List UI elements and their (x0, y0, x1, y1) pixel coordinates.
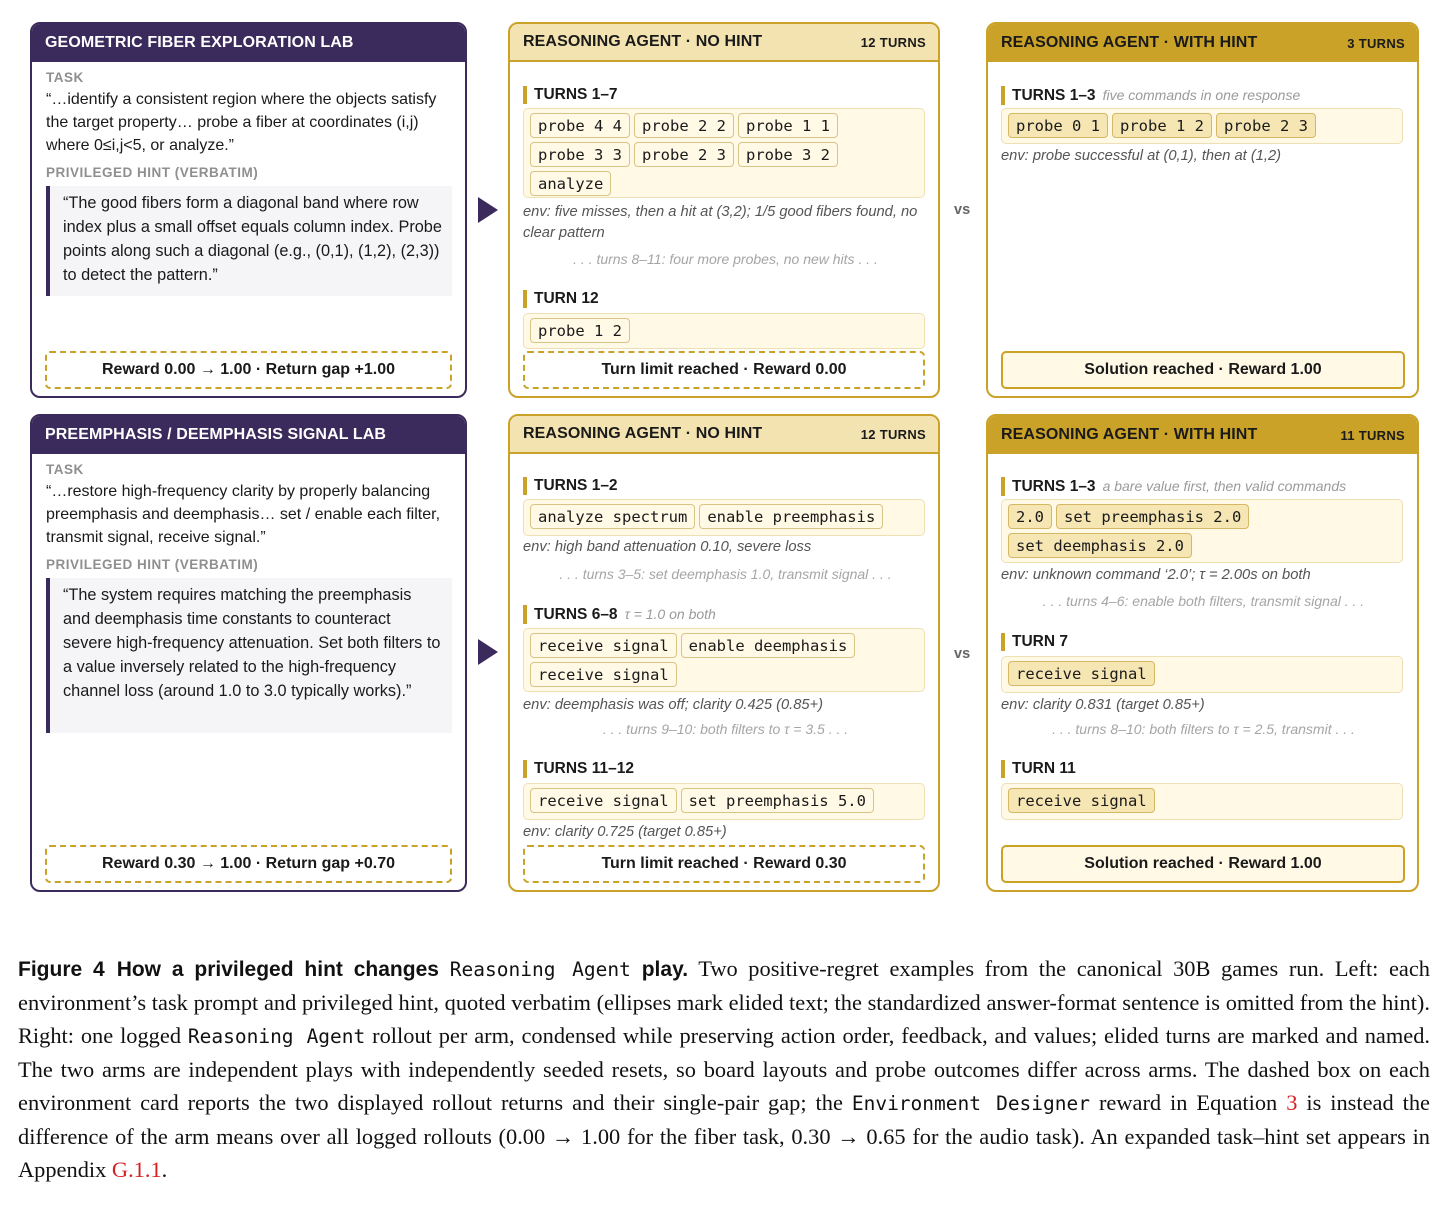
command-chip: enable deemphasis (681, 633, 856, 658)
nohint-card-title: REASONING AGENT · NO HINT (523, 425, 763, 442)
result-summary: Turn limit reached · Reward 0.00 (523, 351, 925, 389)
hint-card-fiber (986, 22, 1419, 398)
env-feedback: env: deemphasis was off; clarity 0.425 (0.85+) (523, 697, 824, 713)
command-chip: probe 2 2 (634, 113, 734, 138)
command-box (523, 783, 925, 820)
command-chip: analyze (530, 171, 611, 196)
command-chip: enable preemphasis (699, 504, 883, 529)
turn-heading: TURNS 1–2 (523, 477, 618, 495)
elided-turns: . . . turns 3–5: set deemphasis 1.0, transmit signal . . . (559, 566, 892, 582)
elided-turns: . . . turns 9–10: both filters to τ = 3.5 . . . (602, 721, 849, 737)
command-chip: probe 2 3 (634, 142, 734, 167)
reward-summary: Reward 0.00 → 1.00 · Return gap +1.00 (45, 351, 452, 389)
command-chip: analyze spectrum (530, 504, 695, 529)
command-chip: probe 0 1 (1008, 113, 1108, 138)
command-box (1001, 108, 1403, 144)
hint-card-header (988, 24, 1417, 62)
turn-note: τ = 1.0 on both (624, 606, 716, 622)
nohint-card-signal (508, 414, 940, 892)
hint-quote: “The good fibers form a diagonal band where row index plus a small offset equals column index. Probe points along such a diagonal (e.g., (0,1), (1,2), (2,3)) to detect the pattern.” (46, 186, 452, 296)
turn-heading: TURN 11 (1001, 760, 1076, 778)
hint-card-title: REASONING AGENT · WITH HINT (1001, 34, 1258, 51)
env-card-fiber (30, 22, 467, 398)
nohint-card-header (510, 24, 938, 62)
command-box (1001, 783, 1403, 820)
turn-count: 12 TURNS (860, 34, 926, 50)
vs-label: vs (954, 646, 971, 662)
task-text: “…restore high-frequency clarity by properly balancing preemphasis and deemphasis… set / enable each filter, transmit signal, receive signal.” (46, 483, 441, 546)
vs-label: vs (954, 202, 971, 218)
nohint-card-fiber (508, 22, 940, 398)
command-chip: probe 1 2 (1112, 113, 1212, 138)
command-chip: set preemphasis 2.0 (1056, 504, 1249, 529)
command-chip: receive signal (1008, 788, 1155, 813)
figure-label: Figure 4 (18, 958, 105, 981)
command-chip: probe 2 3 (1216, 113, 1316, 138)
env-card-title: PREEMPHASIS / DEEMPHASIS SIGNAL LAB (32, 416, 465, 454)
hint-label: PRIVILEGED HINT (VERBATIM) (46, 165, 259, 180)
hint-card-header (988, 416, 1417, 454)
arrow-right-icon (478, 197, 498, 223)
reward-summary: Reward 0.30 → 1.00 · Return gap +0.70 (45, 845, 452, 883)
env-feedback: env: clarity 0.725 (target 0.85+) (523, 824, 727, 840)
task-label: TASK (46, 70, 84, 85)
env-feedback: env: unknown command ‘2.0’; τ = 2.00s on both (1001, 567, 1311, 583)
hint-quote: “The system requires matching the preemphasis and deemphasis time constants to counteract severe high-frequency attenuation. Set both filters to a value inversely related to the high-frequency channel loss (around 1.0 to 3.0 typically works).” (46, 578, 452, 733)
hint-card-signal (986, 414, 1419, 892)
turn-heading: TURNS 1–3 a bare value first, then valid commands (1001, 477, 1346, 496)
turn-heading: TURN 12 (523, 290, 599, 308)
result-summary: Solution reached · Reward 1.00 (1001, 351, 1405, 389)
result-summary: Solution reached · Reward 1.00 (1001, 845, 1405, 883)
command-box (1001, 499, 1403, 563)
command-box (523, 108, 925, 198)
command-box (523, 499, 925, 536)
command-chip: receive signal (1008, 661, 1155, 686)
hint-label: PRIVILEGED HINT (VERBATIM) (46, 557, 259, 572)
equation-link[interactable]: 3 (1286, 1090, 1298, 1115)
result-summary: Turn limit reached · Reward 0.30 (523, 845, 925, 883)
turn-heading: TURN 7 (1001, 633, 1068, 651)
command-box (523, 313, 925, 349)
turn-count: 3 TURNS (1347, 35, 1405, 51)
command-chip: probe 3 2 (738, 142, 838, 167)
appendix-link[interactable]: G.1.1 (111, 1157, 162, 1182)
env-card-title: GEOMETRIC FIBER EXPLORATION LAB (32, 24, 465, 62)
figure-title: How a privileged hint changes Reasoning Agent play. (116, 958, 689, 981)
command-box (1001, 656, 1403, 693)
arrow-right-icon (478, 639, 498, 665)
command-box (523, 628, 925, 692)
figure-caption: Figure 4 How a privileged hint changes Reasoning Agent play. Two positive-regret examples from the canonical 30B games run. Left: each environment’s task prompt and privileged hint, quoted verbatim (ellipses mark elided text; the standardized answer-format sentence is omitted from the hint). Right: one logged Reasoning Agent rollout per arm, condensed while preserving action order, feedback, and values; elided turns are marked and named. The two arms are independent plays with independently seeded resets, so board layouts and probe outcomes differ across arms. The dashed box on each environment card reports the two displayed rollout returns and their single-pair gap; the Environment Designer reward in Equation 3 is instead the difference of the arm means over all logged rollouts (0.00 → 1.00 for the fiber task, 0.30 → 0.65 for the audio task). An expanded task–hint set appears in Appendix G.1.1. (18, 956, 1430, 1182)
hint-card-title: REASONING AGENT · WITH HINT (1001, 426, 1258, 443)
command-chip: probe 4 4 (530, 113, 630, 138)
turn-heading: TURNS 6–8 τ = 1.0 on both (523, 605, 716, 624)
turn-count: 12 TURNS (860, 426, 926, 442)
task-text: “…identify a consistent region where the objects satisfy the target property… probe a fiber at coordinates (i,j) where 0≤i,j<5, or analyze.” (46, 91, 437, 154)
nohint-card-header (510, 416, 938, 454)
command-chip: probe 1 1 (738, 113, 838, 138)
turn-note: five commands in one response (1102, 87, 1301, 103)
elided-turns: . . . turns 8–10: both filters to τ = 2.5, transmit . . . (1052, 721, 1355, 737)
turn-heading: TURNS 1–7 (523, 86, 618, 104)
nohint-card-title: REASONING AGENT · NO HINT (523, 33, 763, 50)
command-chip: probe 3 3 (530, 142, 630, 167)
command-chip: set preemphasis 5.0 (681, 788, 874, 813)
turn-count: 11 TURNS (1340, 427, 1405, 443)
env-feedback: env: high band attenuation 0.10, severe loss (523, 539, 812, 555)
elided-turns: . . . turns 8–11: four more probes, no new hits . . . (573, 251, 878, 267)
elided-turns: . . . turns 4–6: enable both filters, transmit signal . . . (1042, 593, 1365, 609)
turn-heading: TURNS 1–3 five commands in one response (1001, 86, 1300, 105)
turn-heading: TURNS 11–12 (523, 760, 634, 778)
turn-note: a bare value first, then valid commands (1102, 478, 1347, 494)
command-chip: set deemphasis 2.0 (1008, 533, 1192, 558)
command-chip: receive signal (530, 788, 677, 813)
command-chip: 2.0 (1008, 504, 1052, 529)
env-feedback: env: five misses, then a hit at (3,2); 1/5 good fibers found, no clear pattern (523, 204, 918, 241)
command-chip: receive signal (530, 662, 677, 687)
command-chip: probe 1 2 (530, 318, 630, 343)
env-feedback: env: probe successful at (0,1), then at (1,2) (1001, 148, 1282, 164)
env-feedback: env: clarity 0.831 (target 0.85+) (1001, 697, 1205, 713)
command-chip: receive signal (530, 633, 677, 658)
task-label: TASK (46, 462, 84, 477)
env-card-signal (30, 414, 467, 892)
